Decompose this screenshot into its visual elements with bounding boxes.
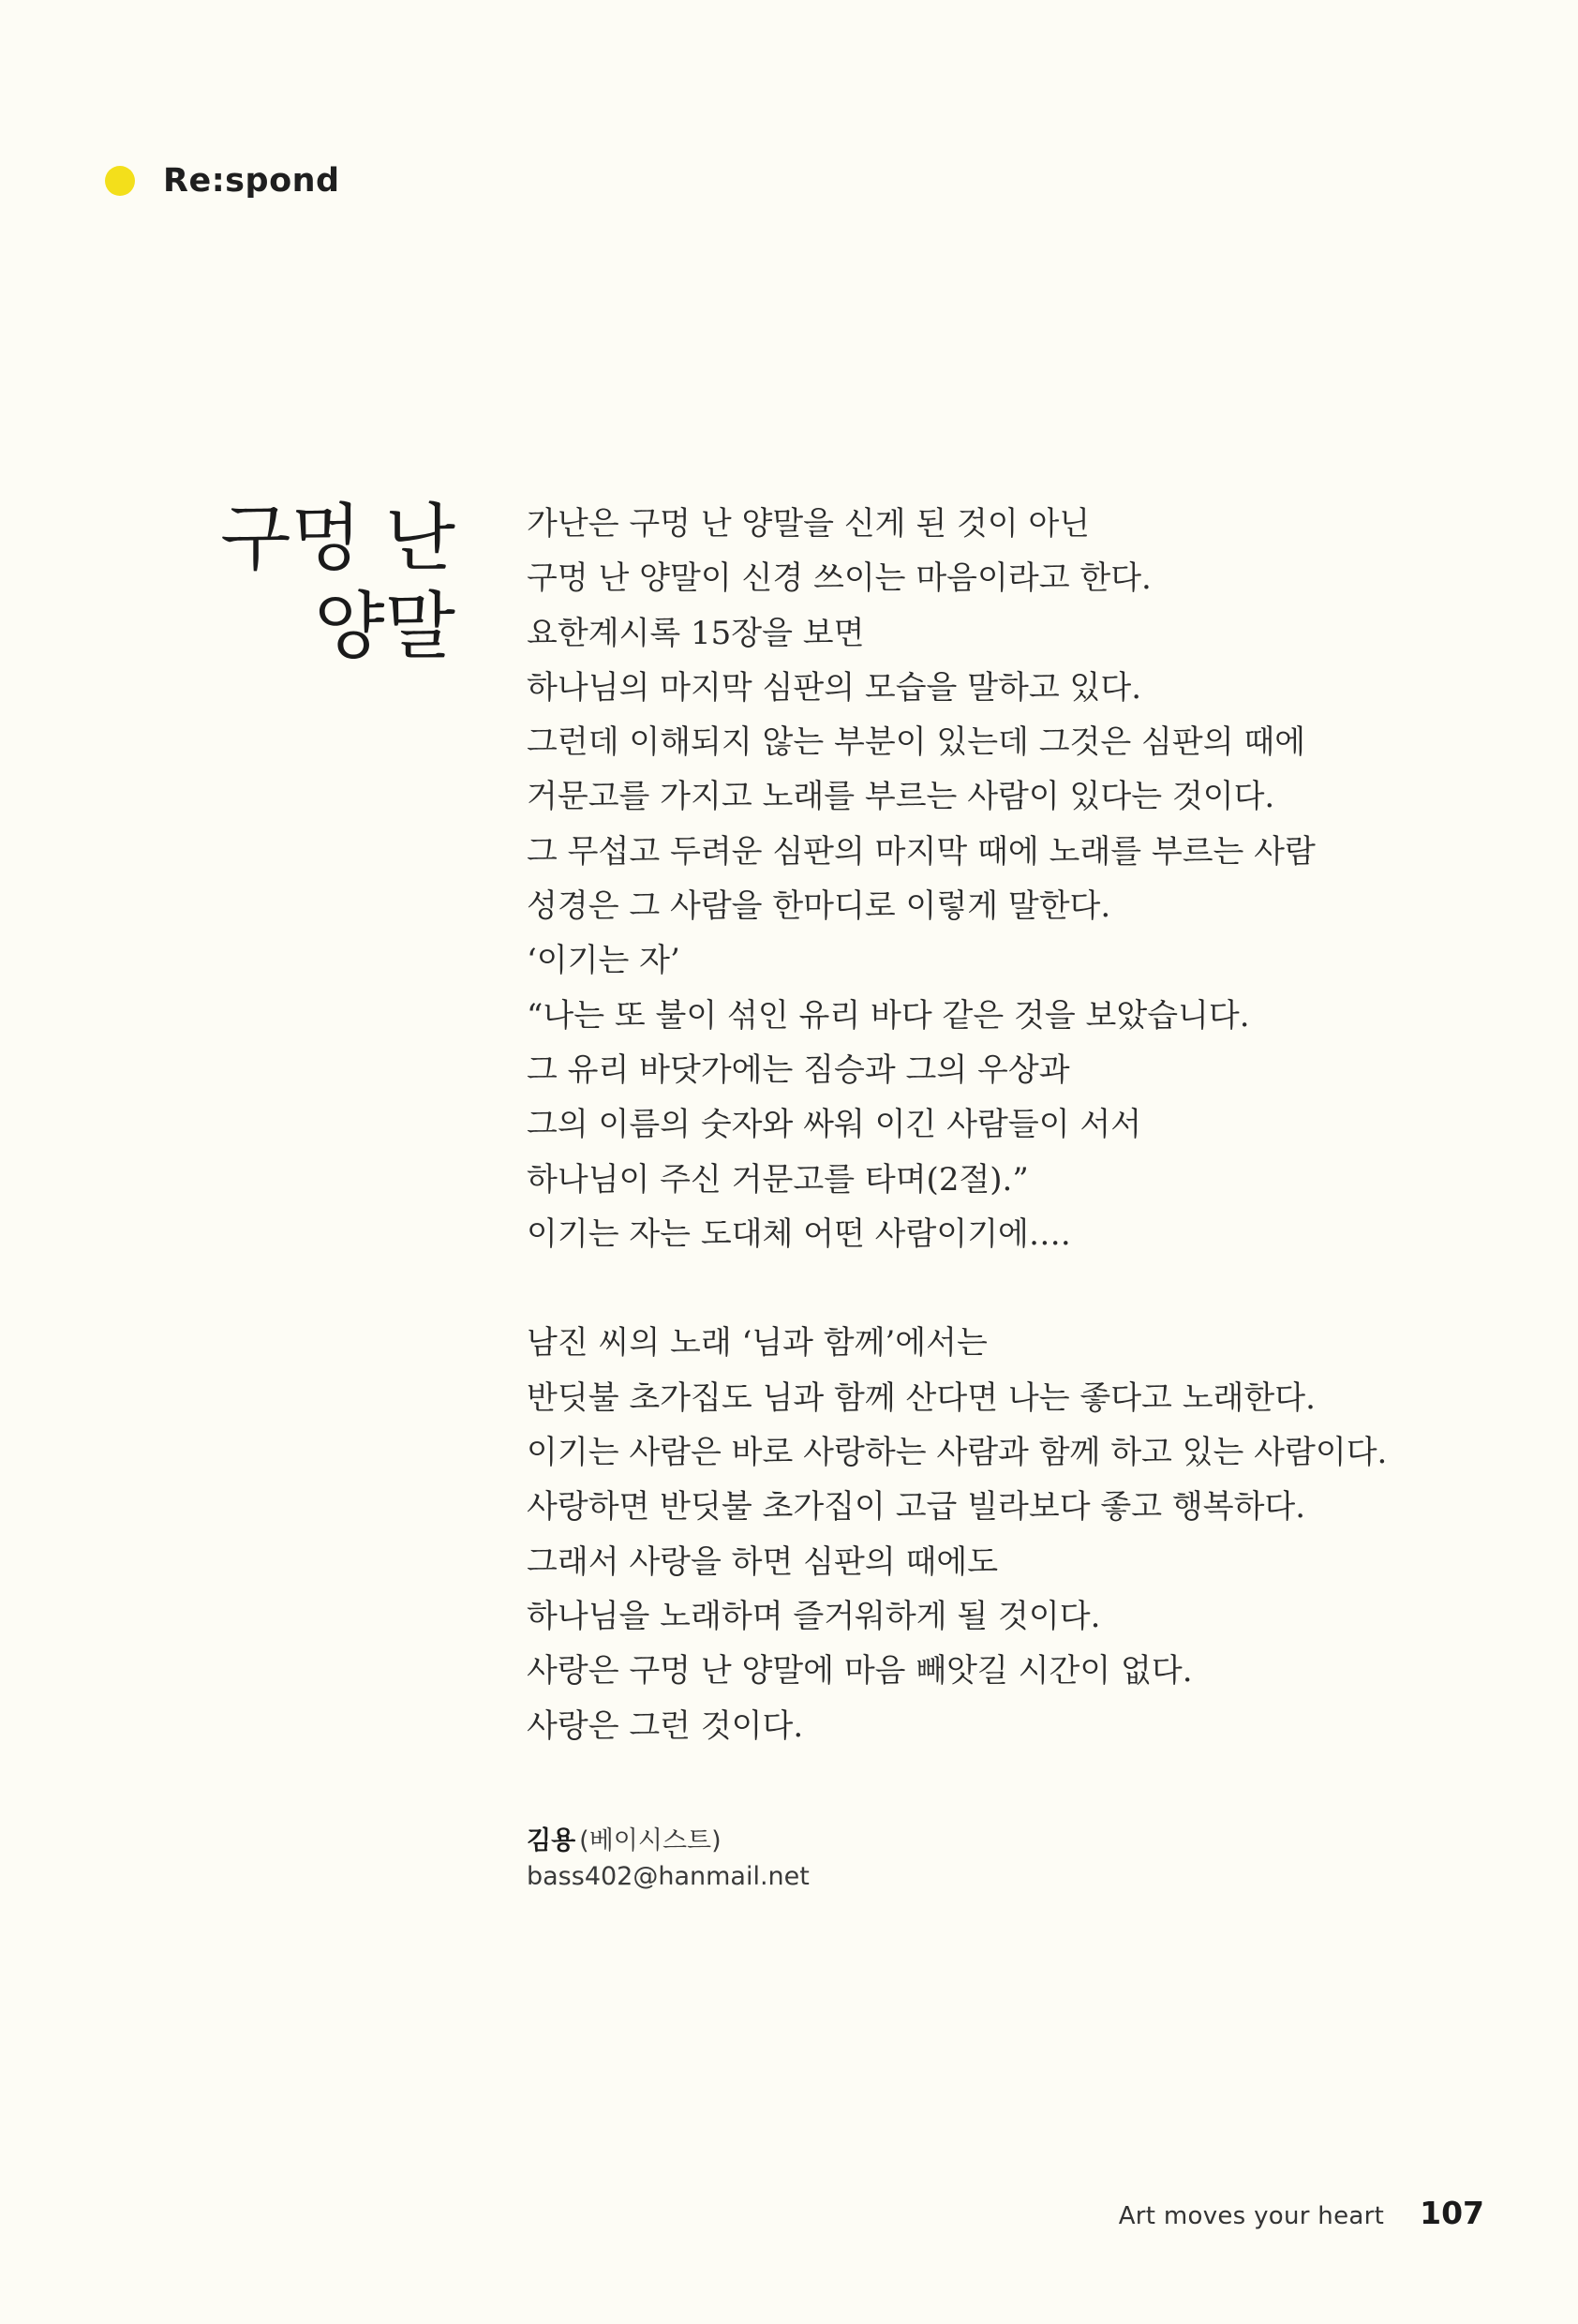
poem-stanza <box>527 497 1464 1261</box>
author-info <box>527 1824 810 1895</box>
page-number: 107 <box>1420 2195 1484 2231</box>
poem-line: 하나님을 노래하며 즐거워하게 될 것이다. <box>527 1597 1101 1635</box>
poem-line: 거문고를 가지고 노래를 부르는 사람이 있다는 것이다. <box>527 778 1275 816</box>
article-title <box>220 495 455 671</box>
title-line: 양말 <box>314 585 455 669</box>
poem-line: 그래서 사랑을 하면 심판의 때에도 <box>527 1542 999 1581</box>
poem-line: 이기는 자는 도대체 어떤 사람이기에…. <box>527 1214 1071 1253</box>
author-name: 김용 <box>527 1826 576 1855</box>
poem-line: ‘이기는 자’ <box>527 942 680 980</box>
poem-line: 이기는 사람은 바로 사랑하는 사람과 함께 하고 있는 사람이다. <box>527 1434 1388 1472</box>
author-role: (베이시스트) <box>579 1826 722 1855</box>
poem-line: 구멍 난 양말이 신경 쓰이는 마음이라고 한다. <box>527 559 1152 598</box>
magazine-tagline: Art moves your heart <box>1118 2202 1385 2230</box>
poem-body <box>527 497 1464 1753</box>
poem-line: 요한계시록 15장을 보면 <box>527 614 865 652</box>
section-header <box>105 161 340 201</box>
poem-line: 가난은 구멍 난 양말을 신게 된 것이 아닌 <box>527 505 1091 543</box>
poem-line: 사랑은 구멍 난 양말에 마음 빼앗길 시간이 없다. <box>527 1652 1193 1691</box>
section-label: Re:spond <box>163 162 340 200</box>
poem-line: 성경은 그 사람을 한마디로 이렇게 말한다. <box>527 887 1111 926</box>
yellow-dot-icon <box>105 166 135 196</box>
poem-line: 사랑은 그런 것이다. <box>527 1706 804 1745</box>
poem-line: 반딧불 초가집도 님과 함께 산다면 나는 좋다고 노래한다. <box>527 1378 1316 1417</box>
poem-line: 하나님이 주신 거문고를 타며(2절).” <box>527 1160 1029 1199</box>
poem-line: 남진 씨의 노래 ‘님과 함께’에서는 <box>527 1324 988 1363</box>
poem-line: “나는 또 불이 섞인 유리 바다 같은 것을 보았습니다. <box>527 996 1250 1035</box>
poem-line: 사랑하면 반딧불 초가집이 고급 빌라보다 좋고 행복하다. <box>527 1488 1306 1527</box>
poem-line: 그 유리 바닷가에는 짐승과 그의 우상과 <box>527 1050 1070 1089</box>
poem-line: 그런데 이해되지 않는 부분이 있는데 그것은 심판의 때에 <box>527 723 1306 762</box>
poem-line: 그 무섭고 두려운 심판의 마지막 때에 노래를 부르는 사람 <box>527 832 1316 871</box>
poem-line: 하나님의 마지막 심판의 모습을 말하고 있다. <box>527 668 1142 707</box>
poem-line: 그의 이름의 숫자와 싸워 이긴 사람들이 서서 <box>527 1106 1142 1144</box>
page-footer <box>1119 2195 1484 2231</box>
author-email: bass402@hanmail.net <box>527 1862 810 1891</box>
title-line: 구멍 난 <box>220 497 455 581</box>
poem-stanza <box>527 1316 1464 1752</box>
